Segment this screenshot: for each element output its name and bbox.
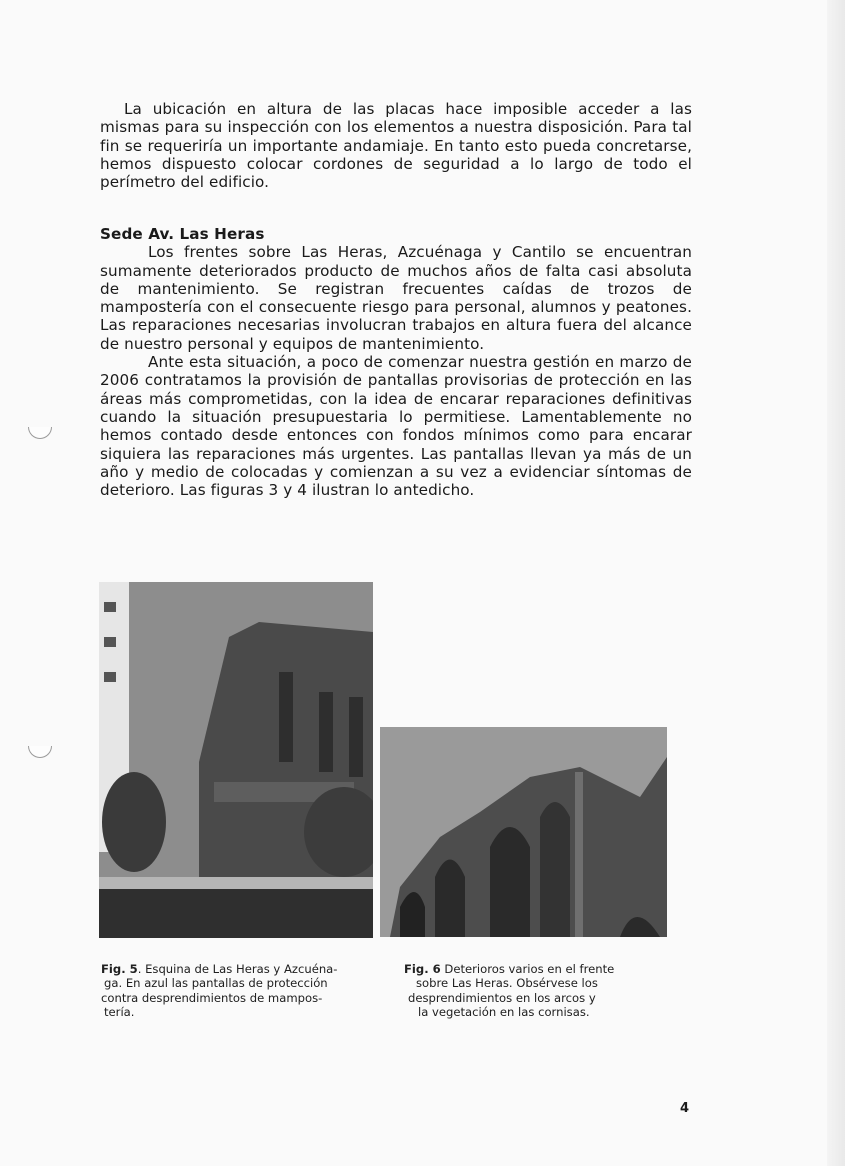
binder-hole-bottom [28, 746, 52, 758]
figure-6-photo [380, 727, 667, 937]
page-edge [827, 0, 845, 1166]
figure-5-caption [101, 962, 337, 1019]
figure-5-label: Fig. 5 [101, 962, 138, 976]
section-heading: Sede Av. Las Heras [100, 225, 265, 243]
figure-6-label: Fig. 6 [404, 962, 441, 976]
gothic-arches-image [380, 727, 667, 937]
caption-line: sobre Las Heras. Obsérvese los [416, 976, 598, 991]
caption-line: Deterioros varios en el frente [440, 962, 615, 976]
intro-paragraph: La ubicación en altura de las placas hace imposible acceder a las mismas para su inspección con los elementos a nuestra disposición. Para tal fin se requeriría un importante andamiaje. En tanto esto pueda concretarse, hemos dispuesto colocar cordones de seguridad a lo largo de todo el perímetro del edificio. [100, 100, 692, 192]
binder-hole-top [28, 427, 52, 439]
building-corner-image [99, 582, 373, 938]
caption-line: . Esquina de Las Heras y Azcuéna- [137, 962, 338, 976]
figure-6-caption [404, 962, 614, 1019]
caption-line: tería. [104, 1004, 135, 1019]
page-number: 4 [680, 1101, 690, 1116]
caption-line: desprendimientos en los arcos y [408, 990, 596, 1005]
section-las-heras [100, 225, 692, 499]
section-paragraph-1: Los frentes sobre Las Heras, Azcuénaga y Cantilo se encuentran sumamente deteriorados producto de muchos años de falta casi absoluta de mantenimiento. Se registran frecuentes caídas de trozos de mampostería con el consecuente riesgo para personal, alumnos y peatones. Las reparaciones necesarias involucran trabajos en altura fuera del alcance de nuestro personal y equipos de mantenimiento. [100, 243, 692, 353]
section-paragraph-2: Ante esta situación, a poco de comenzar nuestra gestión en marzo de 2006 contratamos la provisión de pantallas provisorias de protección en las áreas más comprometidas, con la idea de encarar reparaciones definitivas cuando la situación presupuestaria lo permitiese. Lamentablemente no hemos contado desde entonces con fondos mínimos como para encarar siquiera las reparaciones más urgentes. Las pantallas llevan ya más de un año y medio de colocadas y comienzan a su vez a evidenciar síntomas de deterioro. Las figuras 3 y 4 ilustran lo antedicho. [100, 353, 692, 500]
caption-line: ga. En azul las pantallas de protección [104, 976, 328, 991]
caption-line: contra desprendimientos de mampos- [101, 990, 323, 1005]
intro-paragraph-block [100, 100, 692, 191]
figure-5-photo [99, 582, 373, 938]
caption-line: la vegetación en las cornisas. [418, 1004, 590, 1019]
